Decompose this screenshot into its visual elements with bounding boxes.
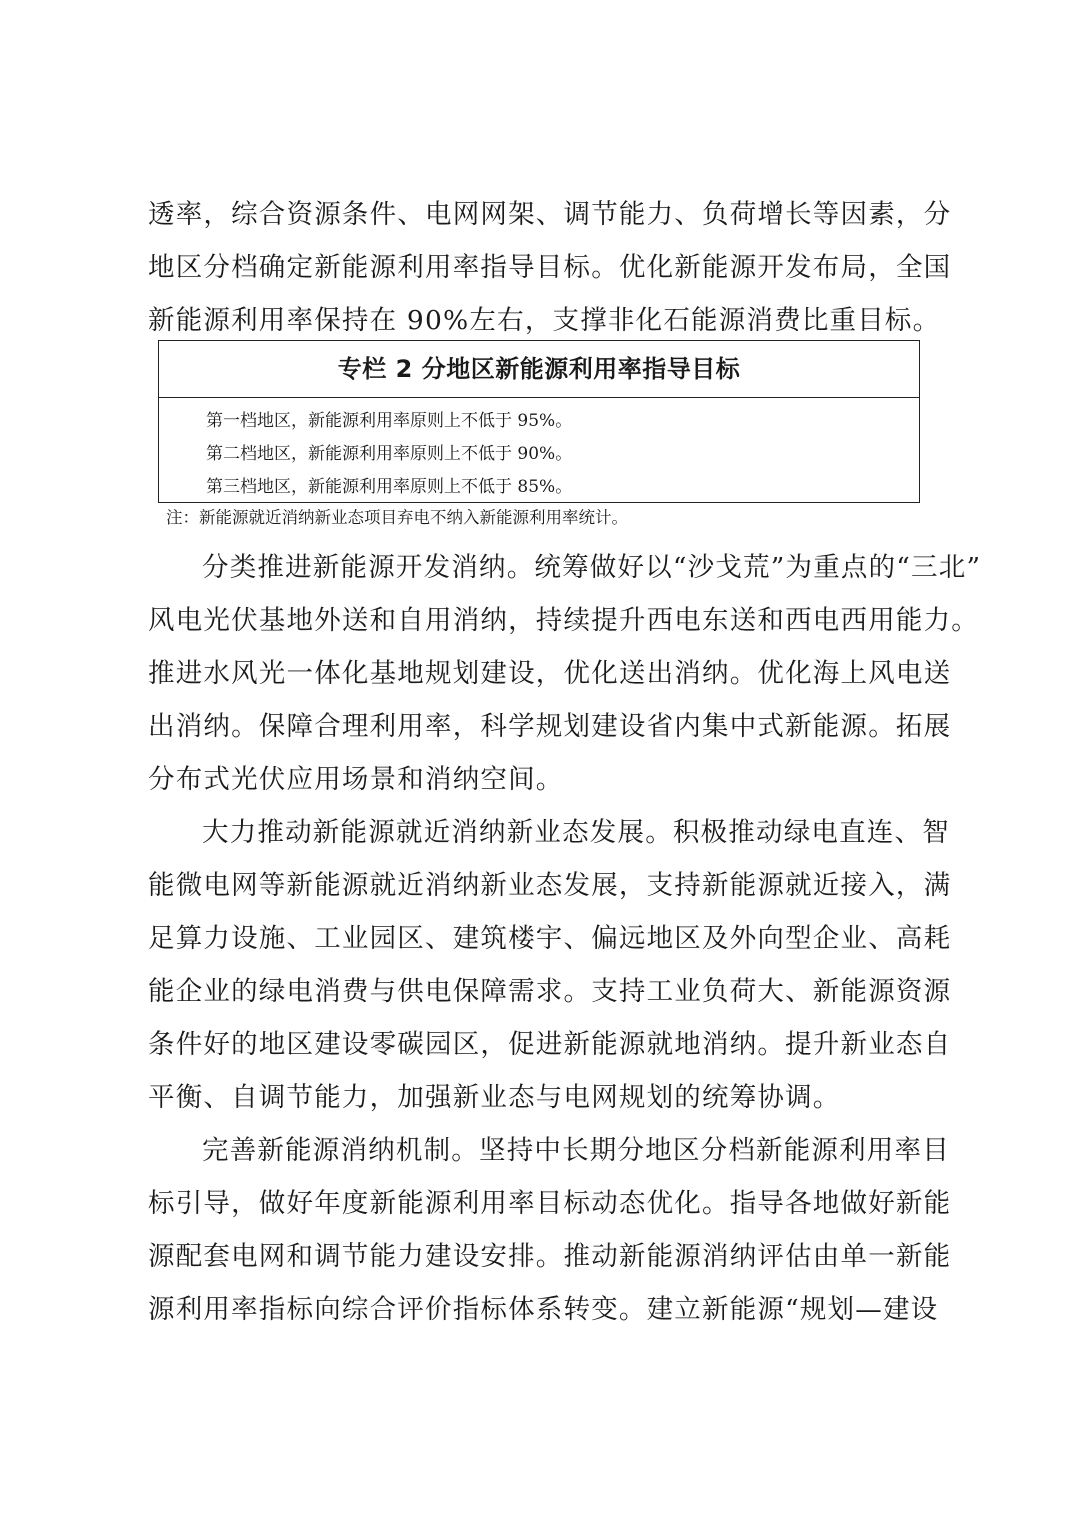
paragraph-line: 能企业的绿电消费与供电保障需求。支持工业负荷大、新能源资源 <box>148 976 952 1007</box>
paragraph-line: 风电光伏基地外送和自用消纳，持续提升西电东送和西电西用能力。 <box>148 605 979 636</box>
paragraph-line: 标引导，做好年度新能源利用率目标动态优化。指导各地做好新能 <box>148 1188 952 1219</box>
paragraph-line: 推进水风光一体化基地规划建设，优化送出消纳。优化海上风电送 <box>148 658 952 689</box>
column-box <box>158 340 920 503</box>
intro-line: 透率，综合资源条件、电网网架、调节能力、负荷增长等因素，分 <box>148 199 952 230</box>
paragraph-line: 源配套电网和调节能力建设安排。推动新能源消纳评估由单一新能 <box>148 1241 952 1272</box>
paragraph-line: 足算力设施、工业园区、建筑楼宇、偏远地区及外向型企业、高耗 <box>148 923 952 954</box>
paragraph-lead: 分类推进新能源开发消纳。 <box>202 552 535 583</box>
paragraph-lead: 大力推动新能源就近消纳新业态发展。 <box>202 817 673 848</box>
paragraph-lead: 完善新能源消纳机制。 <box>202 1135 479 1166</box>
paragraph-line <box>202 1131 950 1171</box>
paragraph-line <box>202 813 950 853</box>
paragraph-text: 坚持中长期分地区分档新能源利用率目 <box>479 1135 950 1166</box>
paragraph-line: 分布式光伏应用场景和消纳空间。 <box>148 764 564 795</box>
paragraph-line: 出消纳。保障合理利用率，科学规划建设省内集中式新能源。拓展 <box>148 711 952 742</box>
paragraph-line: 平衡、自调节能力，加强新业态与电网规划的统筹协调。 <box>148 1082 841 1113</box>
intro-line: 新能源利用率保持在 90%左右，支撑非化石能源消费比重目标。 <box>148 305 941 336</box>
paragraph-line: 源利用率指标向综合评价指标体系转变。建立新能源“规划—建设 <box>148 1294 939 1325</box>
paragraph-line <box>202 548 982 588</box>
column-note: 注：新能源就近消纳新业态项目弃电不纳入新能源利用率统计。 <box>166 508 628 527</box>
intro-line: 地区分档确定新能源利用率指导目标。优化新能源开发布局，全国 <box>148 252 952 283</box>
paragraph-text: 积极推动绿电直连、智 <box>672 817 950 848</box>
column-box-item: 第一档地区，新能源利用率原则上不低于 95%。 <box>206 411 573 431</box>
paragraph-line: 能微电网等新能源就近消纳新业态发展，支持新能源就近接入，满 <box>148 870 952 901</box>
column-box-item: 第三档地区，新能源利用率原则上不低于 85%。 <box>206 477 573 497</box>
column-box-title: 专栏 2 分地区新能源利用率指导目标 <box>159 341 919 398</box>
column-box-item: 第二档地区，新能源利用率原则上不低于 90%。 <box>206 444 573 464</box>
paragraph-text: 统筹做好以“沙戈荒”为重点的“三北” <box>534 552 982 583</box>
paragraph-line: 条件好的地区建设零碳园区，促进新能源就地消纳。提升新业态自 <box>148 1029 952 1060</box>
